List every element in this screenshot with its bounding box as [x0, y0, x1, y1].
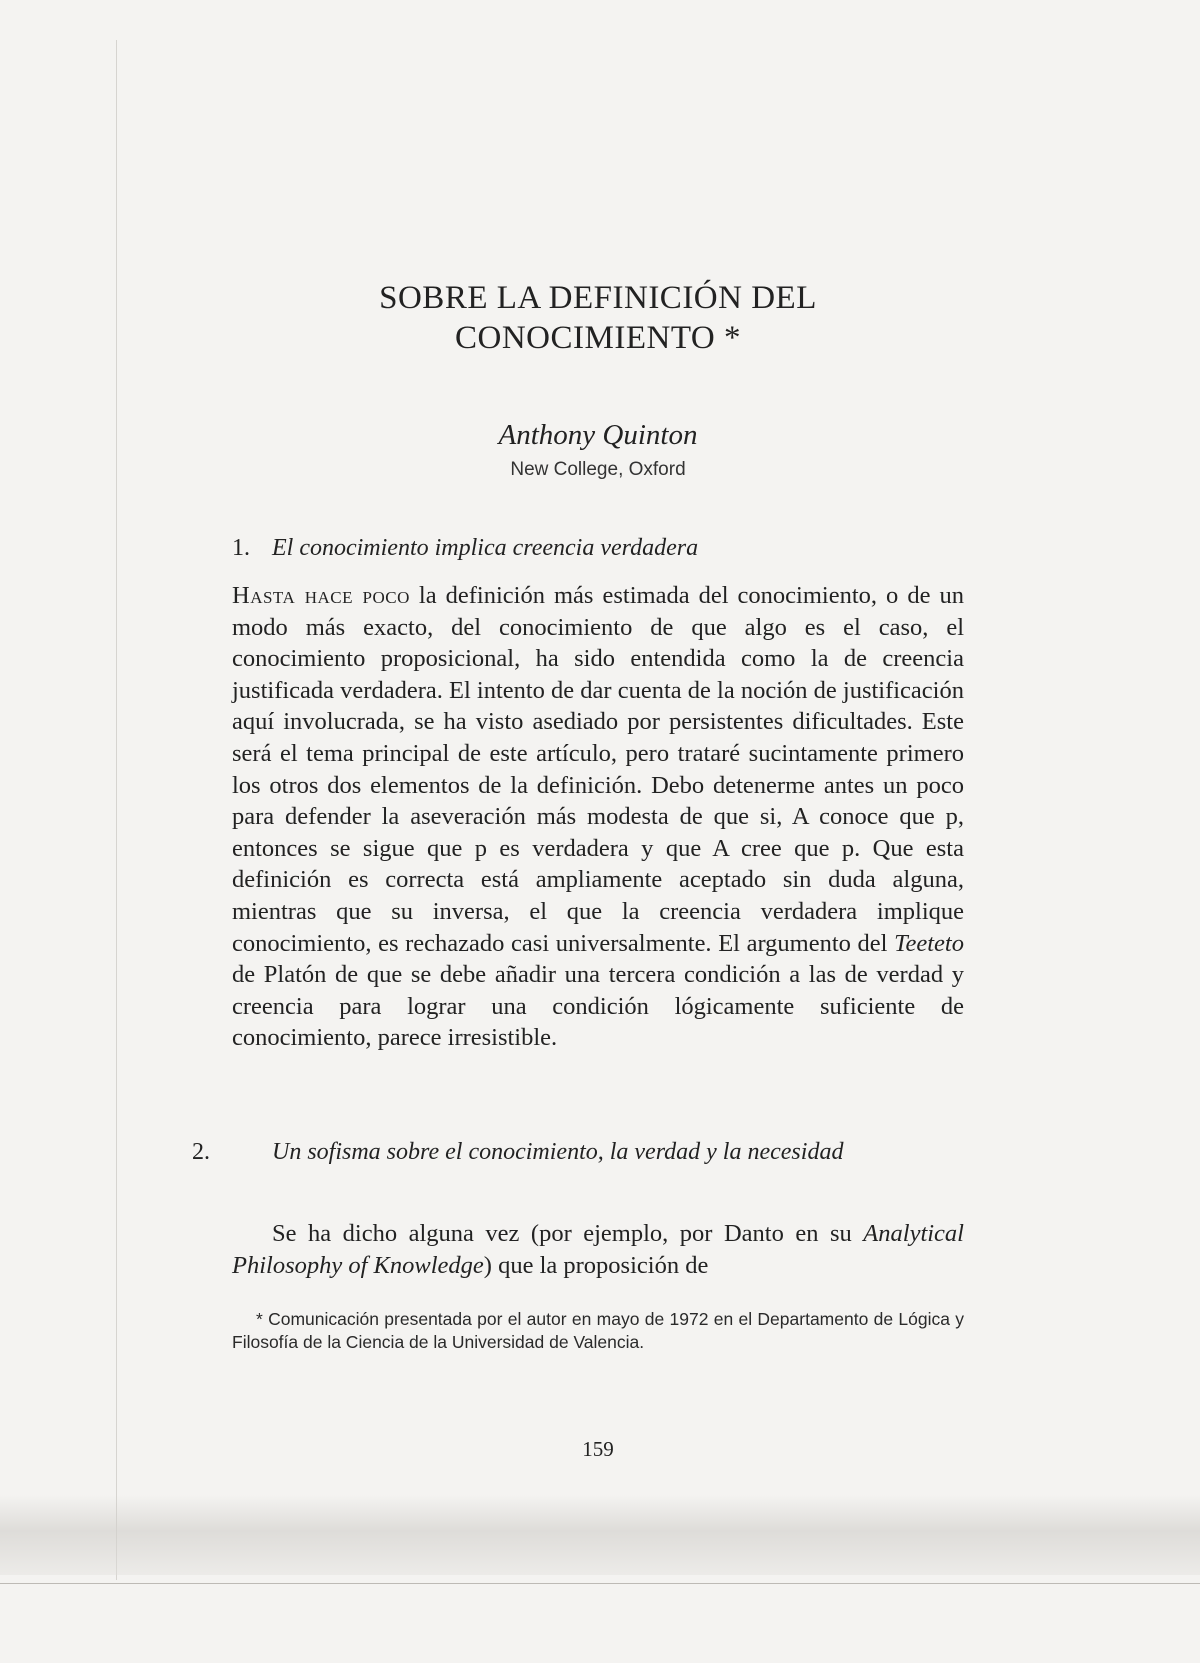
paragraph-text-2: de Platón de que se debe añadir una tercera condición a las de verdad y creencia para lograr una condición lógicamente suficiente de conocimiento, parece irresistible. — [232, 961, 964, 1052]
section-1-heading — [232, 532, 964, 564]
scan-bottom-edge — [0, 1583, 1200, 1584]
section-2-title: Un sofisma sobre el conocimiento, la verdad y la necesidad — [272, 1139, 844, 1165]
title-line-2: CONOCIMIENTO * — [455, 320, 741, 356]
section-2-heading — [192, 1136, 964, 1168]
paragraph-text-4: ) que la proposición de — [483, 1251, 709, 1279]
section-1-title: El conocimiento implica creencia verdadera — [272, 535, 699, 561]
paragraph-lead-smallcaps: Hasta hace poco — [232, 582, 410, 609]
section-2-paragraph — [232, 1218, 964, 1281]
paragraph-text-1: la definición más estimada del conocimiento, o de un modo más exacto, del conocimiento de que algo es el caso, el conocimiento proposicional, ha sido entendida como la de creencia justificada verdadera. El intento de dar cuenta de la noción de justificación aquí involucrada, se ha visto asediado por persistentes dificultades. Este será el tema principal de este artículo, pero trataré sucintamente primero los otros dos elementos de la definición. Debo detenerme antes un poco para defender la aseveración más modesta de que si, A conoce que p, entonces se sigue que p es verdadera y que A cree que p. Que esta definición es correcta está ampliamente aceptado sin duda alguna, mientras que su inversa, el que la creencia verdadera implique conocimiento, es rechazado casi universalmente. El argumento del — [232, 582, 964, 957]
title-line-1: SOBRE LA DEFINICIÓN DEL — [379, 280, 817, 316]
paragraph-italic-book: Analytical Philosophy of Knowledge — [232, 1220, 964, 1279]
section-2-number: 2. — [192, 1139, 210, 1165]
author-affiliation: New College, Oxford — [510, 459, 686, 480]
paragraph-italic-title: Teeteto — [894, 929, 964, 957]
footnote: * Comunicación presentada por el autor en mayo de 1972 en el Departamento de Lógica y Filosofía de la Ciencia de la Universidad de Valencia. — [232, 1309, 964, 1352]
page-number: 159 — [582, 1437, 614, 1461]
scan-shadow — [0, 1495, 1200, 1575]
section-1-number: 1. — [232, 535, 250, 561]
section-1-paragraph — [232, 580, 964, 1054]
paragraph-text-3: Se ha dicho alguna vez (por ejemplo, por Danto en su — [272, 1220, 864, 1247]
author-name: Anthony Quinton — [498, 419, 698, 451]
article-title — [232, 278, 964, 358]
scan-edge — [116, 40, 117, 1580]
